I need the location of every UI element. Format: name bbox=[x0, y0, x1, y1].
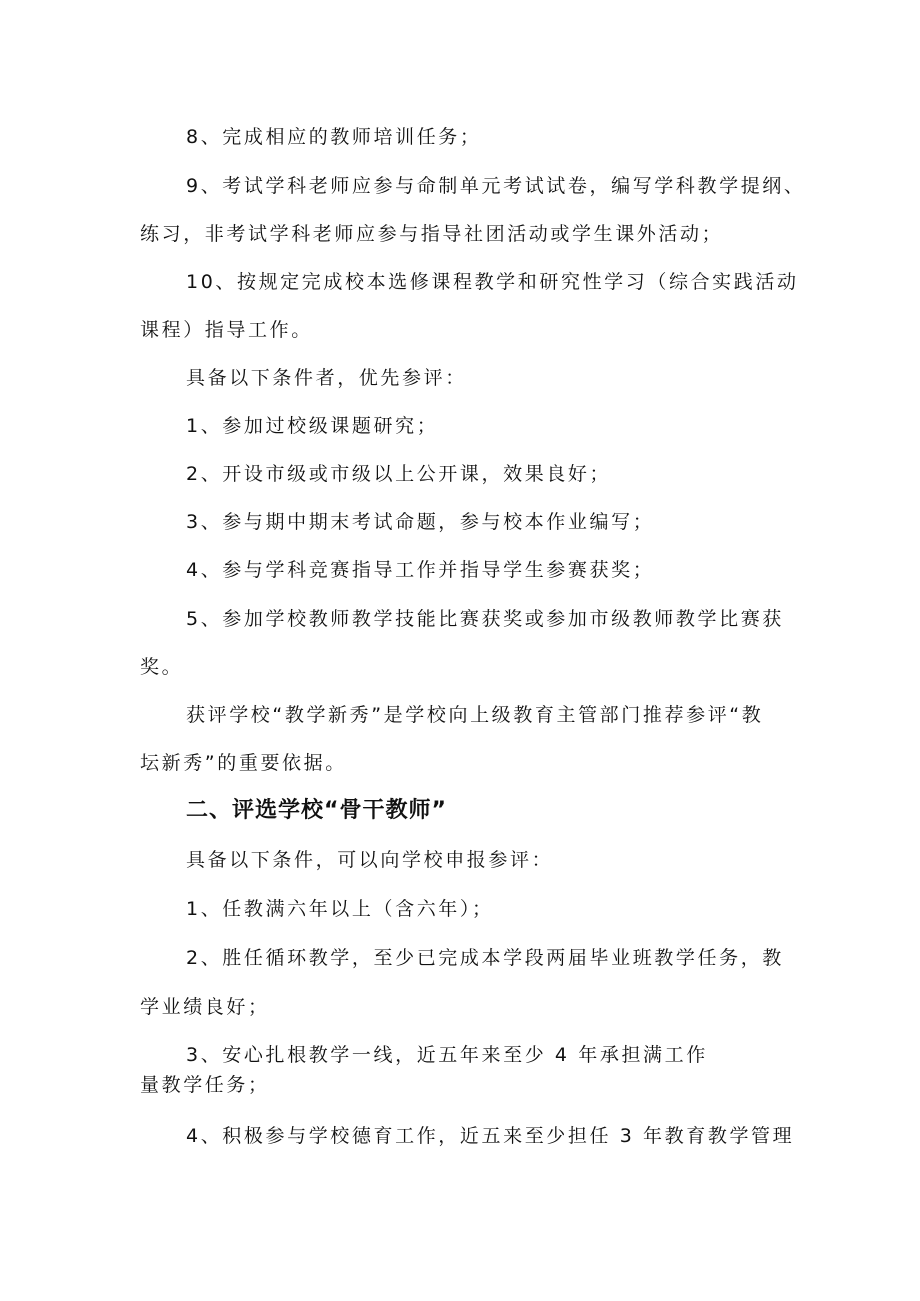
list-item: 1、任教满六年以上（含六年）； bbox=[186, 898, 494, 920]
paragraph-line: 奖。 bbox=[140, 656, 184, 678]
list-item: 5、参加学校教师教学技能比赛获奖或参加市级教师教学比赛获 bbox=[186, 608, 784, 630]
list-item: 3、参与期中期末考试命题，参与校本作业编写； bbox=[186, 511, 655, 533]
paragraph-line: 量教学任务； bbox=[140, 1074, 270, 1096]
paragraph-line: 坛新秀”的重要依据。 bbox=[140, 752, 347, 774]
list-item: 4、参与学科竞赛指导工作并指导学生参赛获奖； bbox=[186, 559, 655, 581]
list-item: 3、安心扎根教学一线，近五年来至少 4 年承担满工作 bbox=[186, 1044, 708, 1066]
paragraph-line: 课程）指导工作。 bbox=[140, 319, 313, 341]
list-item: 1、参加过校级课题研究； bbox=[186, 415, 439, 437]
paragraph-line: 8、完成相应的教师培训任务； bbox=[186, 126, 482, 148]
paragraph-line: 具备以下条件，可以向学校申报参评： bbox=[186, 849, 554, 871]
section-heading: 二、评选学校“骨干教师” bbox=[186, 798, 447, 823]
paragraph-line: 具备以下条件者，优先参评： bbox=[186, 367, 467, 389]
paragraph-line: 获评学校“教学新秀”是学校向上级教育主管部门推荐参评“教 bbox=[186, 704, 764, 726]
paragraph-line: 练习，非考试学科老师应参与指导社团活动或学生课外活动； bbox=[140, 223, 724, 245]
paragraph-line: 学业绩良好； bbox=[140, 996, 270, 1018]
list-item: 2、开设市级或市级以上公开课，效果良好； bbox=[186, 463, 612, 485]
list-item: 4、积极参与学校德育工作，近五来至少担任 3 年教育教学管理 bbox=[186, 1125, 795, 1147]
list-item: 2、胜任循环教学，至少已完成本学段两届毕业班教学任务，教 bbox=[186, 947, 784, 969]
paragraph-line: 9、考试学科老师应参与命制单元考试试卷，编写学科教学提纲、 bbox=[186, 175, 806, 197]
paragraph-line: 10、按规定完成校本选修课程教学和研究性学习（综合实践活动 bbox=[186, 271, 799, 293]
